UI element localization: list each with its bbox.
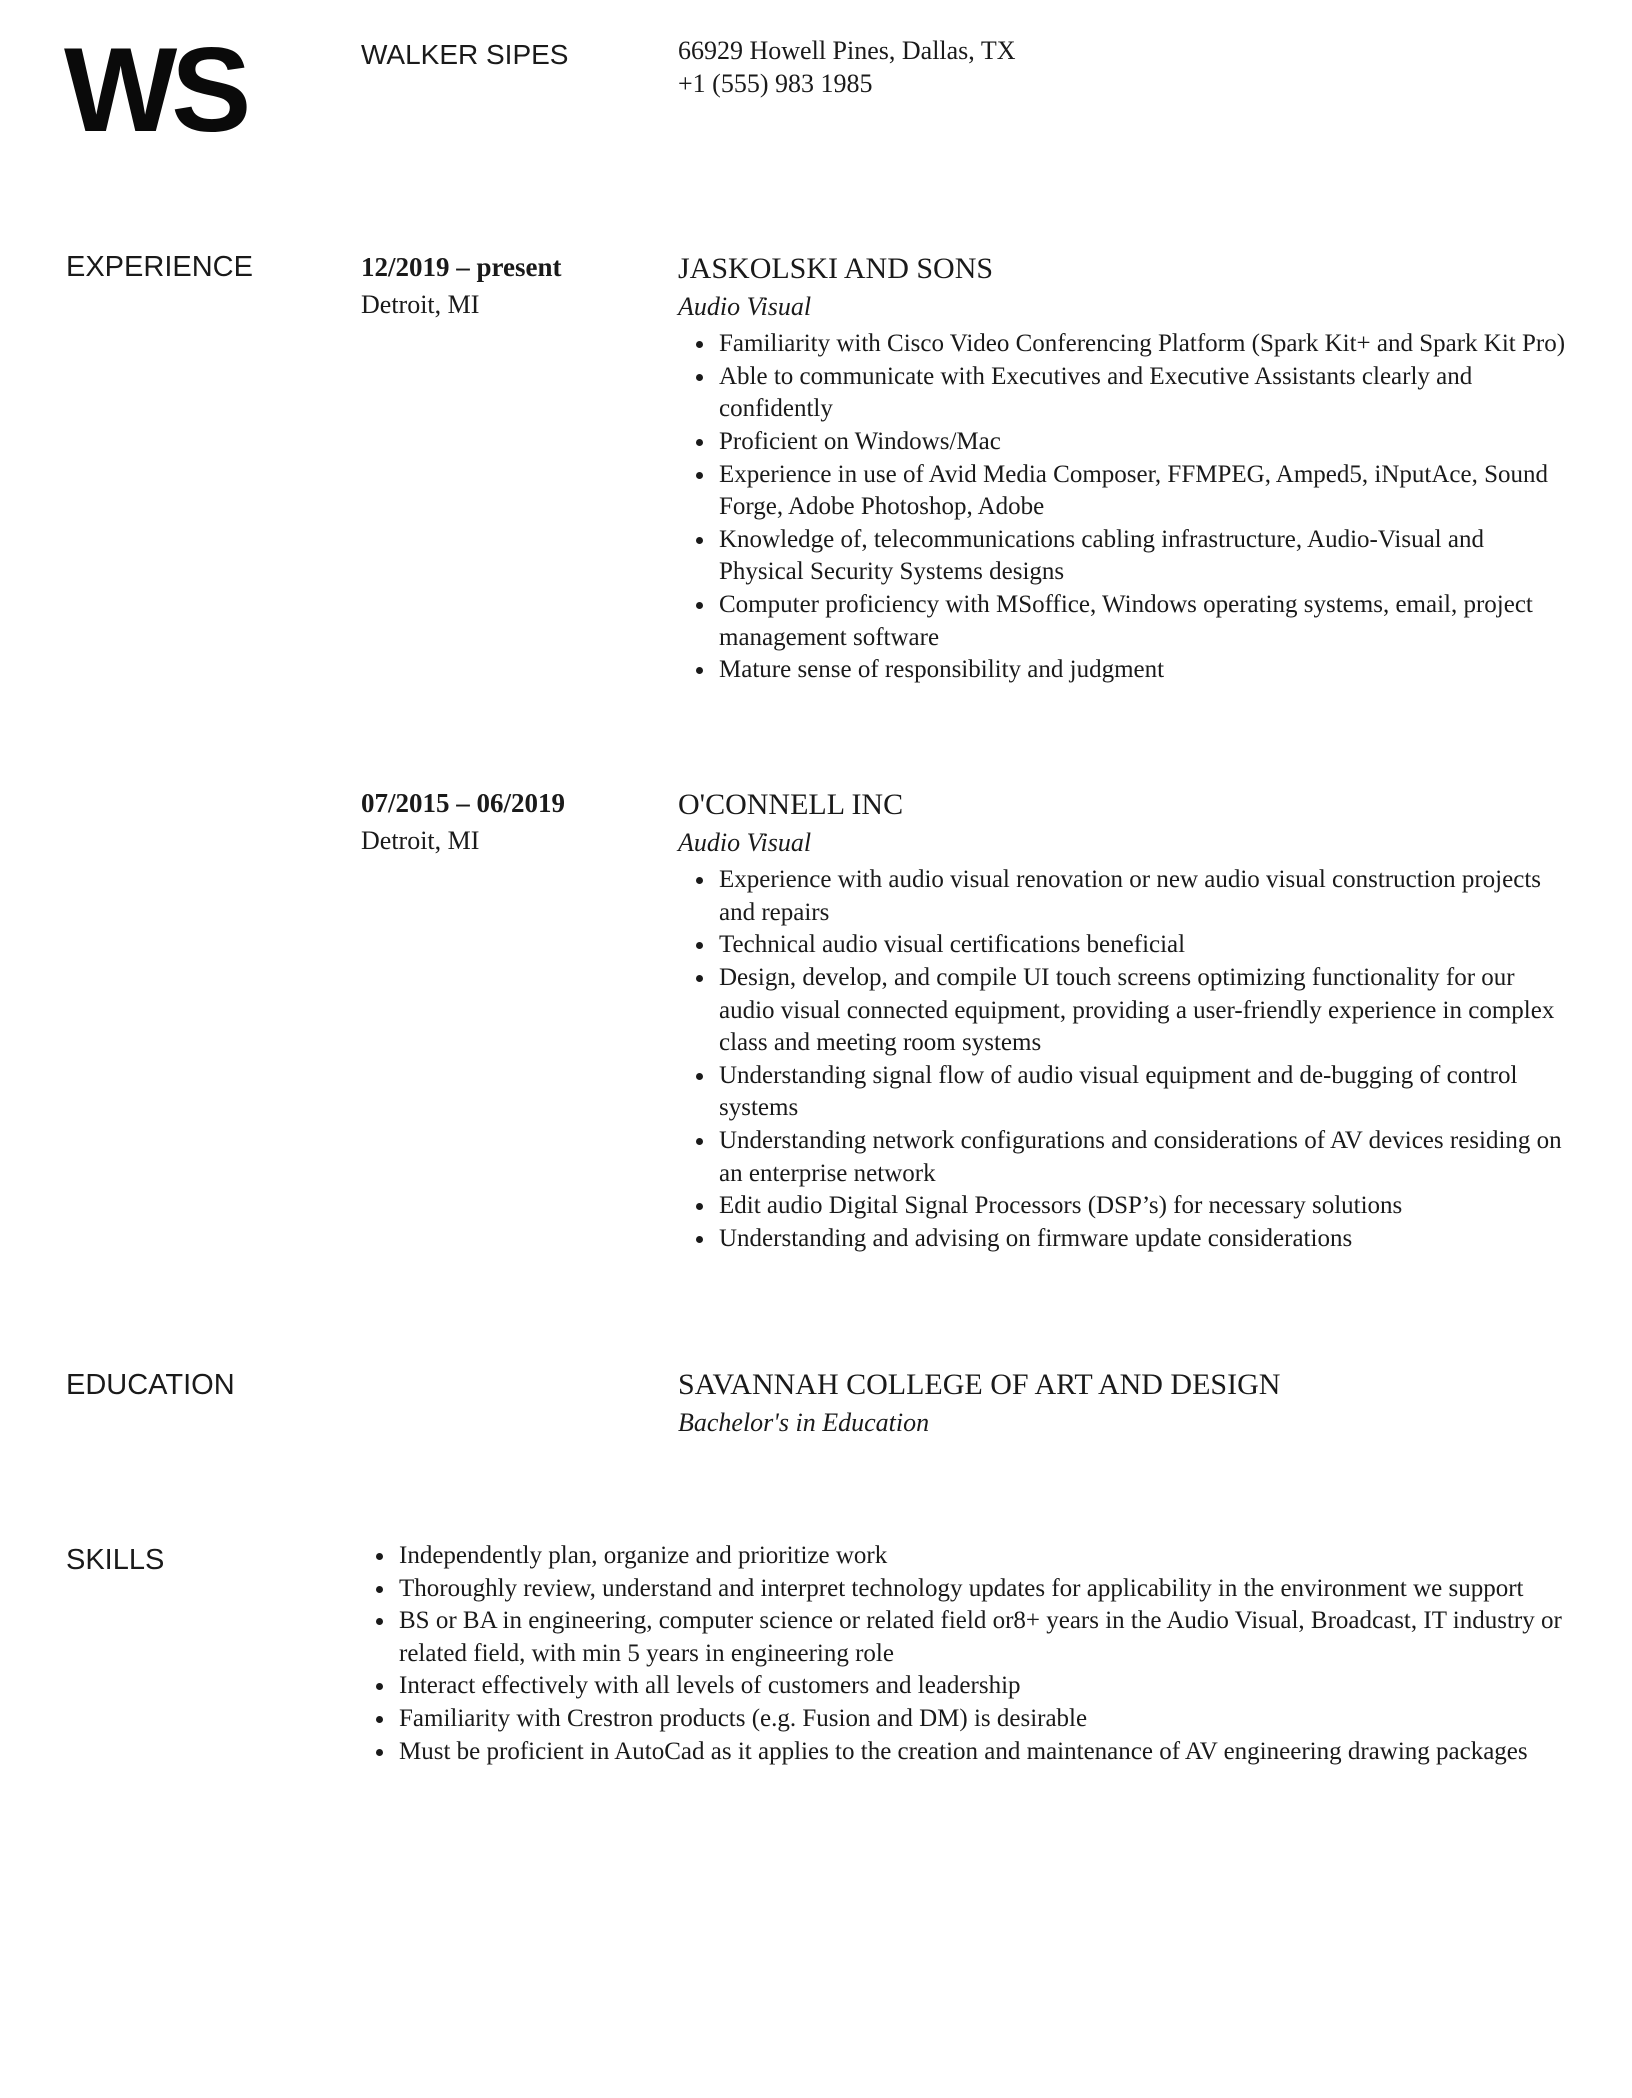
list-item: BS or BA in engineering, computer science or related field or8+ years in the Audio Visual, Broadcast, IT industry or related field, with min 5 years in engineering role: [399, 1605, 1569, 1670]
candidate-name: WALKER SIPES: [361, 39, 569, 70]
degree: Bachelor's in Education: [678, 1408, 930, 1437]
list-item: Interact effectively with all levels of customers and leadership: [399, 1670, 1569, 1703]
job-role: Audio Visual: [678, 828, 812, 857]
job-details: [678, 251, 1568, 687]
list-item: Experience with audio visual renovation or new audio visual construction projects and repairs: [719, 864, 1568, 929]
skills-bullet-list: [359, 1540, 1569, 1768]
list-item: Familiarity with Cisco Video Conferencing Platform (Spark Kit+ and Spark Kit Pro): [719, 328, 1568, 361]
company-name: JASKOLSKI AND SONS: [678, 252, 994, 285]
education-entry: [678, 1367, 1568, 1444]
job-location: Detroit, MI: [361, 290, 480, 319]
list-item: Understanding signal flow of audio visual equipment and de-bugging of control systems: [719, 1060, 1568, 1125]
section-title-education: EDUCATION: [66, 1369, 235, 1401]
list-item: Understanding network configurations and considerations of AV devices residing on an enterprise network: [719, 1125, 1568, 1190]
list-item: Edit audio Digital Signal Processors (DSP’s) for necessary solutions: [719, 1190, 1568, 1223]
job-dates: 12/2019 – present: [361, 252, 562, 282]
list-item: Independently plan, organize and prioritize work: [399, 1540, 1569, 1573]
contact-block: [678, 34, 1016, 100]
job-role: Audio Visual: [678, 292, 812, 321]
job-location: Detroit, MI: [361, 826, 480, 855]
list-item: Knowledge of, telecommunications cabling infrastructure, Audio-Visual and Physical Security Systems designs: [719, 524, 1568, 589]
list-item: Experience in use of Avid Media Composer, FFMPEG, Amped5, iNputAce, Sound Forge, Adobe Photoshop, Adobe: [719, 459, 1568, 524]
job-details: [678, 787, 1568, 1255]
job-bullet-list: [678, 328, 1568, 687]
list-item: Computer proficiency with MSoffice, Windows operating systems, email, project management software: [719, 589, 1568, 654]
list-item: Able to communicate with Executives and Executive Assistants clearly and confidently: [719, 361, 1568, 426]
list-item: Design, develop, and compile UI touch screens optimizing functionality for our audio visual connected equipment, providing a user-friendly experience in complex class and meeting room systems: [719, 962, 1568, 1060]
company-name: O'CONNELL INC: [678, 788, 904, 821]
list-item: Technical audio visual certifications beneficial: [719, 929, 1568, 962]
list-item: Understanding and advising on firmware update considerations: [719, 1223, 1568, 1256]
list-item: Familiarity with Crestron products (e.g. Fusion and DM) is desirable: [399, 1703, 1569, 1736]
phone: +1 (555) 983 1985: [678, 69, 873, 98]
job-bullet-list: [678, 864, 1568, 1255]
skills-list-container: [359, 1540, 1569, 1768]
job-dates: 07/2015 – 06/2019: [361, 788, 566, 818]
list-item: Thoroughly review, understand and interpret technology updates for applicability in the environment we support: [399, 1573, 1569, 1606]
list-item: Mature sense of responsibility and judgment: [719, 654, 1568, 687]
initials-logo: WS: [64, 23, 246, 157]
section-title-experience: EXPERIENCE: [66, 251, 253, 283]
school-name: SAVANNAH COLLEGE OF ART AND DESIGN: [678, 1368, 1281, 1401]
section-title-skills: SKILLS: [66, 1544, 165, 1576]
list-item: Must be proficient in AutoCad as it applies to the creation and maintenance of AV engineering drawing packages: [399, 1736, 1569, 1769]
address: 66929 Howell Pines, Dallas, TX: [678, 36, 1016, 65]
list-item: Proficient on Windows/Mac: [719, 426, 1568, 459]
